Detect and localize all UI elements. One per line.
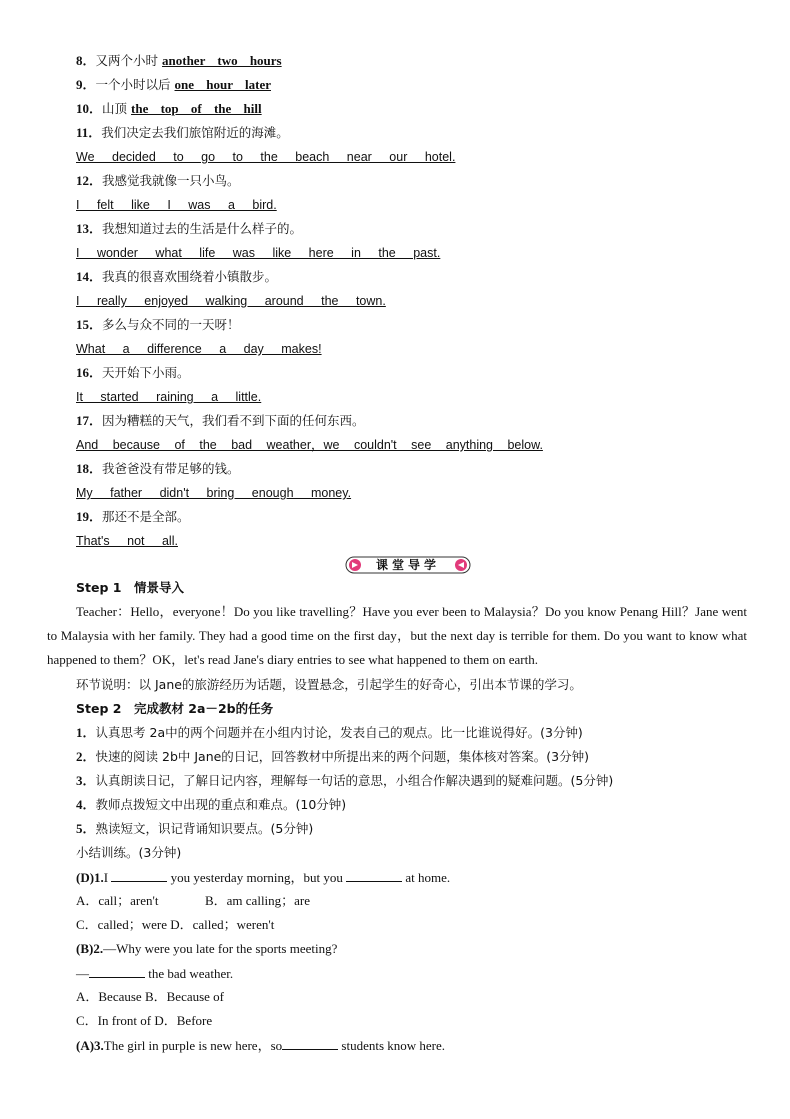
answer-blank	[346, 869, 402, 882]
item-number: 14．	[76, 269, 103, 284]
sentence-answer: I really enjoyed walking around the town.	[76, 294, 386, 308]
answer-blank	[282, 1037, 338, 1050]
option-row	[76, 893, 310, 909]
item-chinese: 那还不是全部。	[102, 509, 190, 524]
task-text: 认真思考 2a中的两个问题并在小组内讨论，发表自己的观点。比一比谁说得好。(3分钟)	[95, 725, 583, 740]
sentence-prompt	[76, 413, 365, 429]
item-chinese: 我想知道过去的生活是什么样子的。	[102, 221, 303, 236]
task-number: 5．	[76, 821, 96, 836]
task-item	[76, 725, 583, 741]
task-item	[76, 797, 346, 813]
banner-label: 课堂导学	[375, 558, 441, 572]
task-item	[76, 749, 589, 765]
option-row	[76, 989, 224, 1005]
step1-heading: Step 1 情景导入	[76, 580, 184, 595]
sentence-prompt	[76, 509, 190, 525]
item-chinese: 我爸爸没有带足够的钱。	[102, 461, 240, 476]
vocab-item	[76, 53, 282, 69]
item-chinese: 我们决定去我们旅馆附近的海滩。	[101, 125, 289, 140]
option: C．In front of	[76, 1013, 152, 1028]
question-answer: (D)	[76, 870, 95, 885]
option: D．Before	[154, 1013, 213, 1028]
item-answer: one hour later	[174, 77, 271, 92]
sentence-answer: What a difference a day makes!	[76, 342, 322, 356]
option: A．Because	[76, 989, 142, 1004]
sentence-answer: And because of the bad weather，we couldn't see anything below.	[76, 438, 543, 452]
task-text: 教师点拨短文中出现的重点和难点。(10分钟)	[95, 797, 347, 812]
question-stem	[76, 941, 337, 957]
task-number: 2．	[76, 749, 96, 764]
practice-title: 小结训练。(3分钟)	[76, 845, 182, 860]
task-number: 3．	[76, 773, 96, 788]
stem-text: the bad weather.	[148, 966, 234, 981]
sentence-answer: It started raining a little.	[76, 390, 262, 404]
question-answer: (B)	[76, 941, 94, 956]
sentence-answer: I wonder what life was like here in the past.	[76, 246, 441, 260]
item-chinese: 天开始下小雨。	[102, 365, 190, 380]
sentence-prompt	[76, 221, 302, 237]
question-number: 1.	[94, 870, 104, 885]
stem-text: I	[103, 870, 109, 885]
sentence-answer: I felt like I was a bird.	[76, 198, 277, 212]
option: C．called；were	[76, 917, 167, 932]
sentence-prompt	[76, 125, 289, 141]
question-stem	[76, 1037, 445, 1054]
task-text: 认真朗读日记，了解日记内容，理解每一句话的意思，小组合作解决遇到的疑难问题。(5分钟)	[95, 773, 614, 788]
item-chinese: 又两个小时	[95, 53, 159, 68]
item-number: 8．	[76, 53, 96, 68]
item-number: 17．	[76, 413, 103, 428]
sentence-answer: That's not all.	[76, 534, 178, 548]
task-number: 4．	[76, 797, 96, 812]
sentence-prompt	[76, 317, 240, 333]
item-number: 15．	[76, 317, 103, 332]
stem-text: —Why were you late for the sports meeting?	[103, 941, 338, 956]
sentence-prompt	[76, 365, 190, 381]
task-text: 快速的阅读 2b中 Jane的日记，回答教材中所提出来的两个问题，集体核对答案。(3分钟)	[95, 749, 590, 764]
question-number: 2.	[93, 941, 104, 956]
dash: —	[76, 966, 89, 981]
stem-text: The girl in purple is new here，so	[103, 1038, 283, 1053]
sentence-prompt	[76, 173, 240, 189]
stem-text: you yesterday morning，but you	[170, 870, 343, 885]
question-stem	[76, 869, 450, 886]
sentence-prompt	[76, 461, 240, 477]
option: B．am calling；are	[204, 893, 311, 908]
item-chinese: 因为糟糕的天气，我们看不到下面的任何东西。	[102, 413, 365, 428]
vocab-item	[76, 77, 271, 93]
task-item	[76, 773, 613, 789]
option: D．called；weren't	[170, 917, 275, 932]
question-line	[76, 965, 233, 982]
stem-text: students know here.	[341, 1038, 446, 1053]
step1-teacher-text: Teacher：Hello，everyone！Do you like travelling？Have you ever been to Malaysia？Do you know Penang Hill？Jane went to Malaysia with her family. They had a good time on the first day，but the next day is terrible for them. Do you want to know what happened to them？OK，let's read Jane's diary entries to see what happened to them on earth.	[47, 604, 747, 667]
vocab-item	[76, 101, 262, 117]
item-chinese: 我真的很喜欢围绕着小镇散步。	[102, 269, 278, 284]
item-number: 9．	[76, 77, 96, 92]
item-chinese: 山顶	[102, 101, 128, 116]
item-number: 12．	[76, 173, 103, 188]
sentence-prompt	[76, 269, 277, 285]
question-answer: (A)	[76, 1038, 95, 1053]
option: A．call；aren't	[76, 893, 159, 908]
step2-heading: Step 2 完成教材 2a－2b的任务	[76, 701, 274, 716]
banner-frame-icon	[345, 556, 471, 574]
option-row	[76, 1013, 212, 1029]
question-number: 3.	[94, 1038, 104, 1053]
task-item	[76, 821, 313, 837]
item-number: 13．	[76, 221, 103, 236]
option: B．Because of	[144, 989, 225, 1004]
item-number: 10．	[76, 101, 103, 116]
answer-blank	[111, 869, 167, 882]
item-answer: the top of the hill	[131, 101, 262, 116]
task-number: 1．	[76, 725, 96, 740]
item-number: 18．	[76, 461, 103, 476]
answer-blank	[89, 965, 145, 978]
step1-note: 环节说明：以 Jane的旅游经历为话题，设置悬念，引起学生的好奇心，引出本节课的学习。	[76, 677, 582, 692]
sentence-answer: My father didn't bring enough money.	[76, 486, 352, 500]
section-banner	[345, 556, 471, 574]
option-row	[76, 917, 274, 933]
item-chinese: 多么与众不同的一天呀！	[102, 317, 240, 332]
item-chinese: 我感觉我就像一只小鸟。	[102, 173, 240, 188]
stem-text: at home.	[405, 870, 451, 885]
item-number: 11．	[76, 125, 102, 140]
item-number: 19．	[76, 509, 103, 524]
task-text: 熟读短文，识记背诵知识要点。(5分钟)	[95, 821, 314, 836]
sentence-answer: We decided to go to the beach near our hotel.	[76, 150, 456, 164]
item-chinese: 一个小时以后	[95, 77, 171, 92]
item-answer: another two hours	[162, 53, 282, 68]
item-number: 16．	[76, 365, 103, 380]
